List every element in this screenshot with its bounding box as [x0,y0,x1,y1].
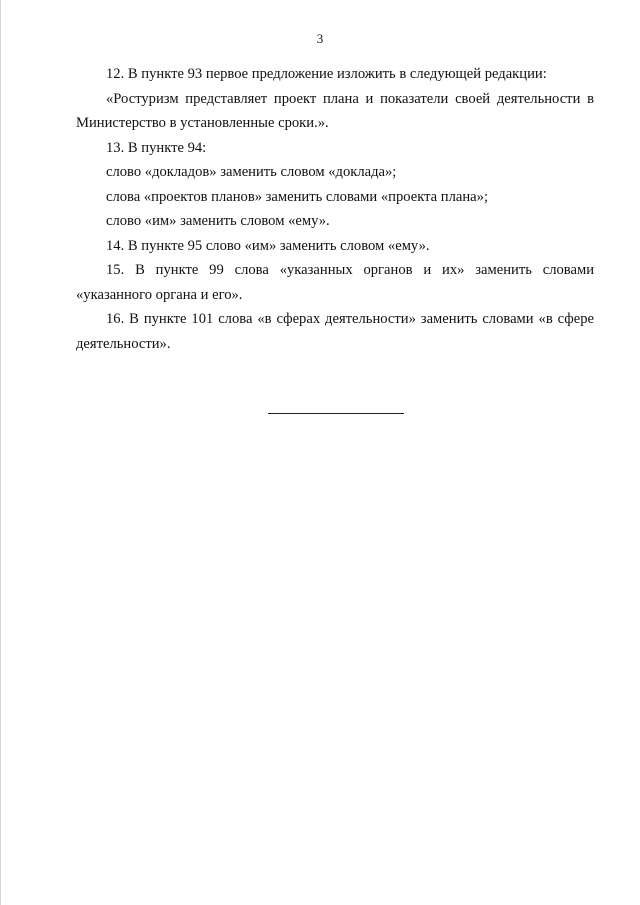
scan-edge [0,0,1,905]
paragraph-item-13: 13. В пункте 94: [106,139,207,156]
paragraph-item-13-sub-3: слово «им» заменить словом «ему». [106,213,330,229]
paragraph-item-13-sub-2: слова «проектов планов» заменить словами «проекта плана»; [106,188,488,205]
paragraph-quote-rosturizm: «Ростуризм представляет проект плана и показатели своей деятельности в Министерство в установленные сроки.». [76,90,594,131]
paragraph-item-14: 14. В пункте 95 слово «им» заменить словом «ему». [106,237,430,254]
paragraph-item-12: 12. В пункте 93 первое предложение изложить в следующей редакции: [106,66,547,82]
end-separator-line [268,413,404,414]
paragraph-item-16: 16. В пункте 101 слова «в сферах деятельности» заменить словами «в сфере деятельности». [76,311,594,352]
paragraph-item-13-sub-1: слово «докладов» заменить словом «доклада»; [106,164,397,180]
paragraph-item-15: 15. В пункте 99 слова «указанных органов и их» заменить словами «указанного органа и его». [76,262,594,303]
document-body [76,62,594,356]
page-number: 3 [316,31,324,46]
